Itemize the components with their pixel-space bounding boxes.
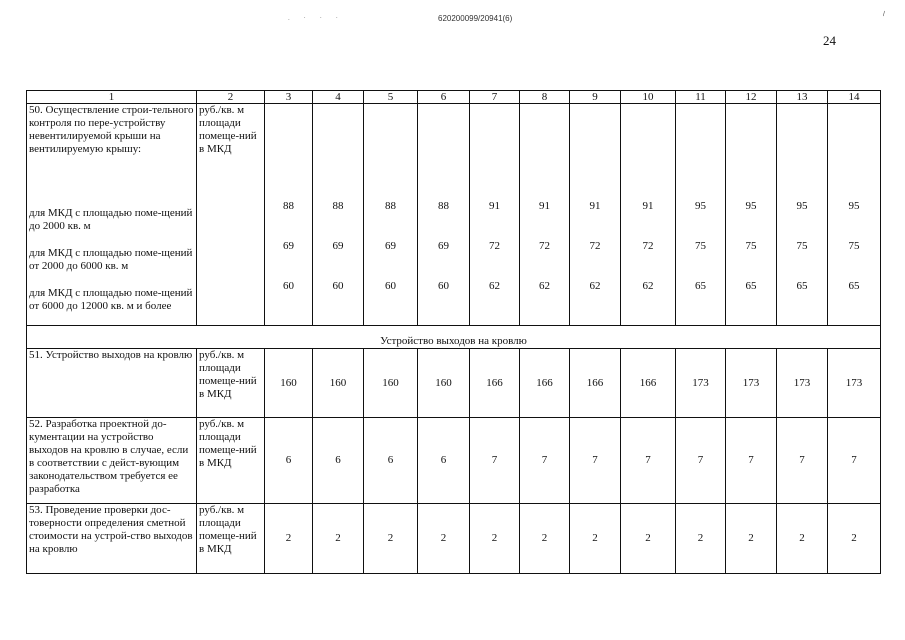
column-number: 7 — [470, 91, 520, 104]
row-52-value: 6 — [418, 418, 470, 504]
sub-row-label: для МКД с площадью поме-щений до 2000 кв. м — [29, 207, 193, 232]
row-53-title: 53. Проведение проверки дос-товерности определения сметной стоимости на устрой-ство выходов на кровлю — [27, 504, 197, 574]
row-50-values-col — [570, 104, 621, 326]
row-50-sub-value: 95 — [745, 200, 757, 212]
row-50-sub-value: 91 — [589, 200, 601, 212]
column-number: 9 — [570, 91, 621, 104]
row-50-sub-value: 62 — [539, 280, 550, 292]
row-50-sub-value: 69 — [385, 240, 396, 252]
row-53-value: 2 — [676, 504, 726, 574]
row-50-values-col — [520, 104, 570, 326]
row-50-sub-value: 62 — [642, 280, 654, 292]
row-53-value: 2 — [570, 504, 621, 574]
column-number: 14 — [828, 91, 881, 104]
row-50-sub-value: 60 — [332, 280, 344, 292]
row-50-sub-value: 62 — [589, 280, 601, 292]
row-50-values-col — [828, 104, 881, 326]
row-50-sub-value: 88 — [438, 200, 449, 212]
sub-row-label: для МКД с площадью поме-щений от 2000 до 6000 кв. м — [29, 247, 193, 272]
row-51-unit: руб./кв. м площади помеще-ний в МКД — [197, 349, 265, 418]
row-50-sub-value: 62 — [489, 280, 500, 292]
row-52-value: 6 — [313, 418, 364, 504]
row-50-unit: руб./кв. м площади помеще-ний в МКД — [197, 104, 265, 326]
table-row-53 — [27, 504, 881, 574]
row-50-sub-value: 65 — [695, 280, 706, 292]
table-row-51 — [27, 349, 881, 418]
row-50-sub-value: 75 — [695, 240, 706, 252]
row-51-title: 51. Устройство выходов на кровлю — [27, 349, 197, 418]
row-50-sub-value: 65 — [796, 280, 808, 292]
row-52-title: 52. Разработка проектной до-кументации на устройство выходов на кровлю в случае, если в соответствии с дейст-вующим законодательством требуется ее разработка — [27, 418, 197, 504]
row-50-values-col — [676, 104, 726, 326]
row-50-sub-value: 88 — [385, 200, 396, 212]
row-51-value: 173 — [676, 349, 726, 418]
row-50-values-col — [364, 104, 418, 326]
row-50-values-col — [418, 104, 470, 326]
row-53-value: 2 — [470, 504, 520, 574]
row-50-values-col — [777, 104, 828, 326]
row-50-title: 50. Осуществление строи-тельного контроля по пере-устройству невентилируемой крыши на вентилируемую крышу: — [29, 104, 194, 155]
row-50-values-col — [621, 104, 676, 326]
row-50-values-col — [265, 104, 313, 326]
row-50-sub-value: 60 — [283, 280, 294, 292]
row-50-sub-value: 72 — [539, 240, 550, 252]
row-52-value: 7 — [621, 418, 676, 504]
row-50-sub-value: 60 — [438, 280, 449, 292]
rates-table — [26, 90, 881, 574]
column-number: 3 — [265, 91, 313, 104]
row-52-value: 7 — [570, 418, 621, 504]
row-50-sub-value: 75 — [745, 240, 757, 252]
column-number-row — [27, 91, 881, 104]
row-52-value: 7 — [828, 418, 881, 504]
row-52-value: 6 — [265, 418, 313, 504]
column-number: 6 — [418, 91, 470, 104]
row-51-value: 173 — [726, 349, 777, 418]
column-number: 8 — [520, 91, 570, 104]
row-50-sub-value: 95 — [796, 200, 808, 212]
row-51-value: 166 — [470, 349, 520, 418]
row-50-sub-value: 72 — [589, 240, 601, 252]
row-52-unit: руб./кв. м площади помеще-ний в МКД — [197, 418, 265, 504]
column-number: 5 — [364, 91, 418, 104]
column-number: 4 — [313, 91, 364, 104]
sub-row-label: для МКД с площадью поме-щений от 6000 до 12000 кв. м и более — [29, 287, 193, 312]
row-50-sub-value: 65 — [745, 280, 757, 292]
row-51-value: 166 — [520, 349, 570, 418]
row-50-sub-value: 91 — [489, 200, 500, 212]
row-52-value: 7 — [520, 418, 570, 504]
section-header-row — [27, 326, 881, 349]
row-50-sub-value: 60 — [385, 280, 396, 292]
row-50-sub-value: 91 — [539, 200, 550, 212]
row-50-description — [27, 104, 197, 326]
row-50-sub-value: 88 — [332, 200, 344, 212]
row-53-value: 2 — [828, 504, 881, 574]
row-50-sub-value: 72 — [489, 240, 500, 252]
row-50-sub-value: 95 — [848, 200, 860, 212]
row-50-sub-value: 65 — [848, 280, 860, 292]
scan-artifact-dots: . · · · — [288, 14, 344, 22]
row-53-unit: руб./кв. м площади помеще-ний в МКД — [197, 504, 265, 574]
row-50-sub-value: 75 — [848, 240, 860, 252]
row-51-value: 160 — [418, 349, 470, 418]
document-id: 620200099/20941(6) — [438, 14, 513, 23]
row-52-value: 7 — [726, 418, 777, 504]
column-number: 13 — [777, 91, 828, 104]
row-53-value: 2 — [364, 504, 418, 574]
page-number: 24 — [823, 33, 836, 48]
row-53-value: 2 — [313, 504, 364, 574]
row-53-value: 2 — [621, 504, 676, 574]
table-row-52 — [27, 418, 881, 504]
row-53-value: 2 — [418, 504, 470, 574]
row-51-value: 160 — [313, 349, 364, 418]
row-51-value: 160 — [265, 349, 313, 418]
row-53-value: 2 — [265, 504, 313, 574]
row-51-value: 173 — [777, 349, 828, 418]
column-number: 2 — [197, 91, 265, 104]
row-50-sub-value: 95 — [695, 200, 706, 212]
row-52-value: 7 — [777, 418, 828, 504]
row-50-sub-value: 69 — [283, 240, 294, 252]
row-50-values-col — [726, 104, 777, 326]
scan-artifact-mark: ⸝ — [877, 5, 889, 19]
row-51-value: 166 — [570, 349, 621, 418]
row-50-values-col — [470, 104, 520, 326]
row-50-sub-value: 88 — [283, 200, 294, 212]
column-number: 11 — [676, 91, 726, 104]
row-50-sub-value: 69 — [438, 240, 449, 252]
row-52-value: 7 — [676, 418, 726, 504]
row-53-value: 2 — [726, 504, 777, 574]
column-number: 1 — [27, 91, 197, 104]
row-52-value: 7 — [470, 418, 520, 504]
row-50-sub-value: 72 — [642, 240, 654, 252]
column-number: 10 — [621, 91, 676, 104]
column-number: 12 — [726, 91, 777, 104]
row-50-sub-value: 75 — [796, 240, 808, 252]
row-50-sub-value: 91 — [642, 200, 654, 212]
row-51-value: 173 — [828, 349, 881, 418]
row-51-value: 166 — [621, 349, 676, 418]
section-title: Устройство выходов на кровлю — [27, 326, 881, 349]
row-50-sub-value: 69 — [332, 240, 344, 252]
row-52-value: 6 — [364, 418, 418, 504]
table-row-50 — [27, 104, 881, 326]
row-53-value: 2 — [777, 504, 828, 574]
row-50-values-col — [313, 104, 364, 326]
row-53-value: 2 — [520, 504, 570, 574]
row-51-value: 160 — [364, 349, 418, 418]
